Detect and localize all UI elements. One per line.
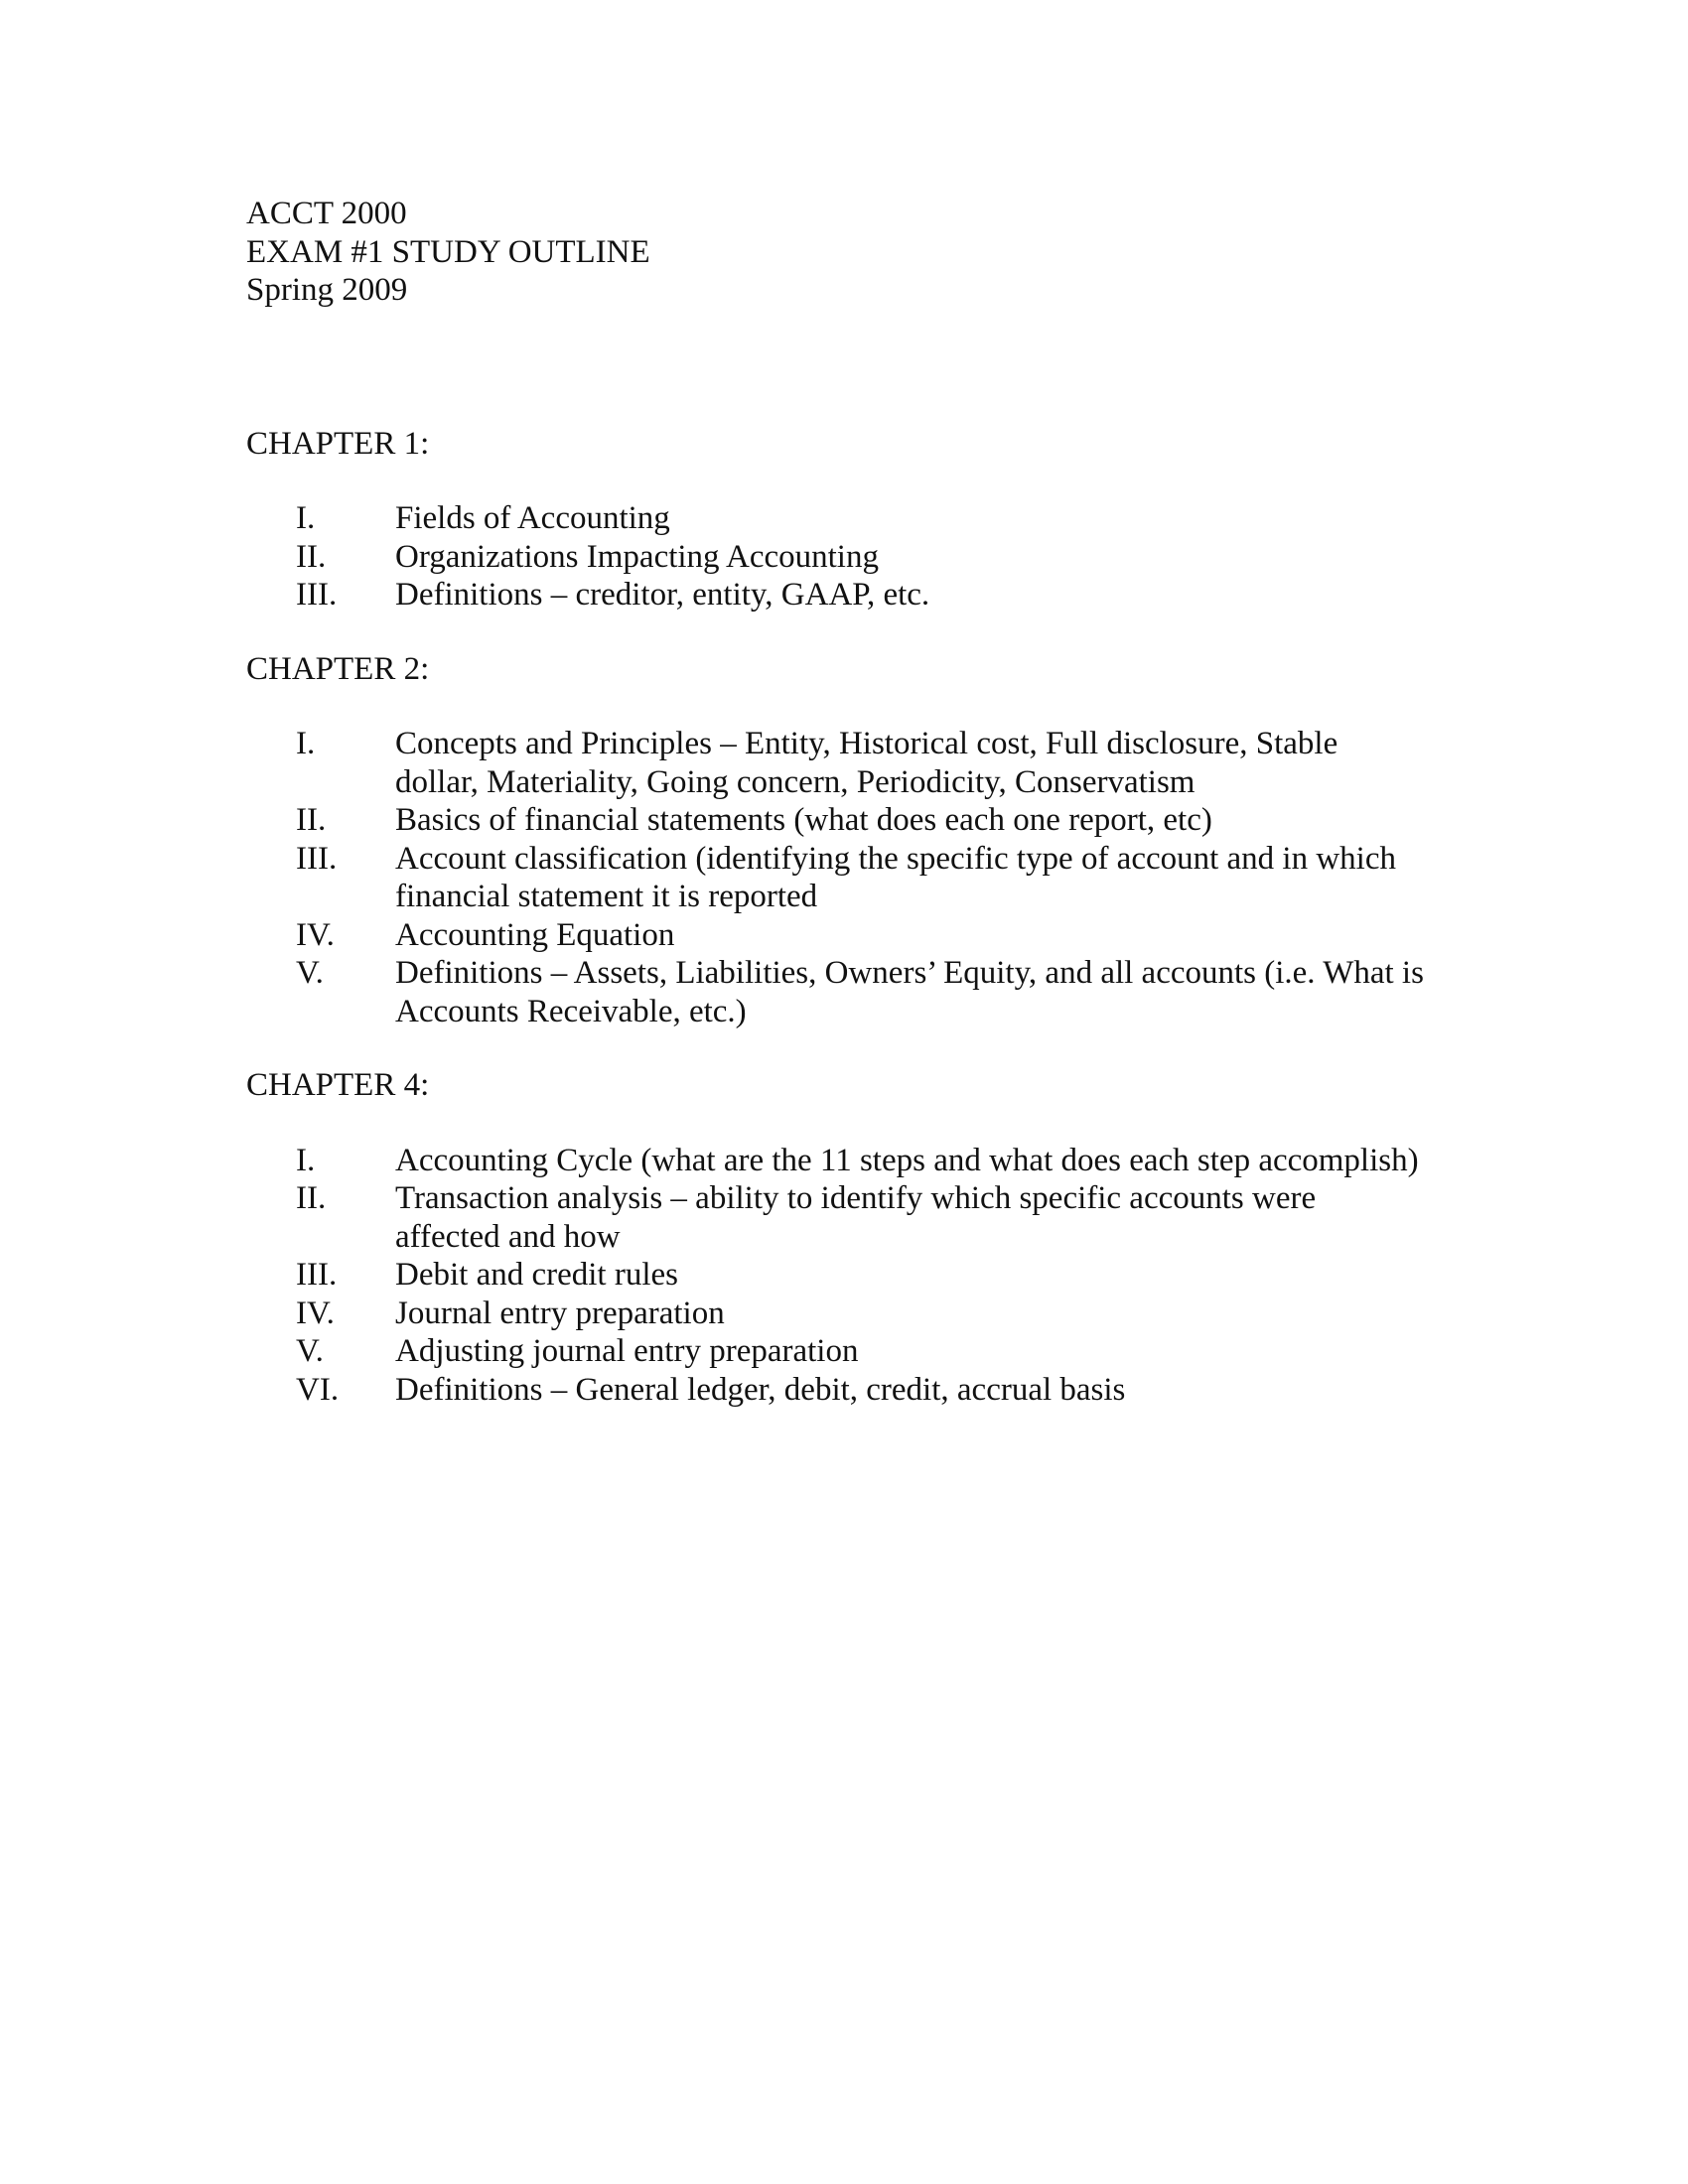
item-numeral: III. — [296, 1257, 338, 1293]
list-item — [246, 725, 1497, 801]
item-numeral: V. — [296, 955, 324, 991]
list-item — [246, 1332, 1497, 1371]
list-item — [246, 1179, 1497, 1256]
course-code: ACCT 2000 — [246, 196, 407, 231]
chapter-4-section — [246, 1066, 1497, 1409]
item-numeral: III. — [296, 840, 338, 877]
chapter-2-section — [246, 650, 1497, 1031]
item-text: Account classification (identifying the specific type of account and in which financial statement it is reported — [395, 840, 1396, 914]
outline-list — [246, 1142, 1497, 1410]
item-text: Definitions – General ledger, debit, credit, accrual basis — [395, 1371, 1126, 1408]
item-numeral: V. — [296, 1333, 324, 1369]
document-title: EXAM #1 STUDY OUTLINE — [246, 233, 650, 270]
list-item — [246, 801, 1497, 840]
item-text: Journal entry preparation — [395, 1295, 725, 1331]
list-item — [246, 1142, 1497, 1180]
item-numeral: III. — [296, 577, 338, 613]
chapter-heading: CHAPTER 2: — [246, 650, 430, 687]
item-text: Concepts and Principles – Entity, Historical cost, Full disclosure, Stable dollar, Materiality, Going concern, Periodicity, Conservatism — [395, 726, 1338, 800]
list-item — [246, 916, 1497, 955]
document-header — [246, 195, 1497, 310]
chapter-1-section — [246, 425, 1497, 614]
chapter-heading: CHAPTER 4: — [246, 1067, 430, 1103]
item-numeral: IV. — [296, 1295, 335, 1331]
chapter-heading: CHAPTER 1: — [246, 425, 430, 462]
item-text: Transaction analysis – ability to identify which specific accounts were affected and how — [395, 1180, 1317, 1255]
item-text: Organizations Impacting Accounting — [395, 538, 879, 575]
list-item — [246, 576, 1497, 614]
item-text: Accounting Equation — [395, 916, 675, 953]
list-item — [246, 840, 1497, 916]
item-numeral: I. — [296, 500, 316, 536]
item-text: Accounting Cycle (what are the 11 steps and what does each step accomplish) — [395, 1142, 1419, 1178]
outline-list — [246, 725, 1497, 1030]
item-text: Fields of Accounting — [395, 500, 670, 536]
list-item — [246, 1295, 1497, 1333]
item-numeral: II. — [296, 802, 327, 838]
document-page — [246, 195, 1497, 1409]
item-numeral: IV. — [296, 916, 335, 953]
item-numeral: I. — [296, 1142, 316, 1178]
item-text: Definitions – Assets, Liabilities, Owners’ Equity, and all accounts (i.e. What is Accounts Receivable, etc.) — [395, 955, 1424, 1029]
item-text: Definitions – creditor, entity, GAAP, etc. — [395, 577, 930, 613]
item-text: Adjusting journal entry preparation — [395, 1333, 859, 1369]
item-text: Basics of financial statements (what does each one report, etc) — [395, 802, 1212, 838]
list-item — [246, 1256, 1497, 1295]
item-text: Debit and credit rules — [395, 1257, 678, 1293]
item-numeral: II. — [296, 538, 327, 575]
list-item — [246, 499, 1497, 538]
item-numeral: I. — [296, 726, 316, 761]
item-numeral: VI. — [296, 1371, 340, 1408]
list-item — [246, 954, 1497, 1030]
list-item — [246, 538, 1497, 577]
item-numeral: II. — [296, 1180, 327, 1216]
list-item — [246, 1371, 1497, 1410]
term: Spring 2009 — [246, 272, 408, 308]
outline-list — [246, 499, 1497, 614]
